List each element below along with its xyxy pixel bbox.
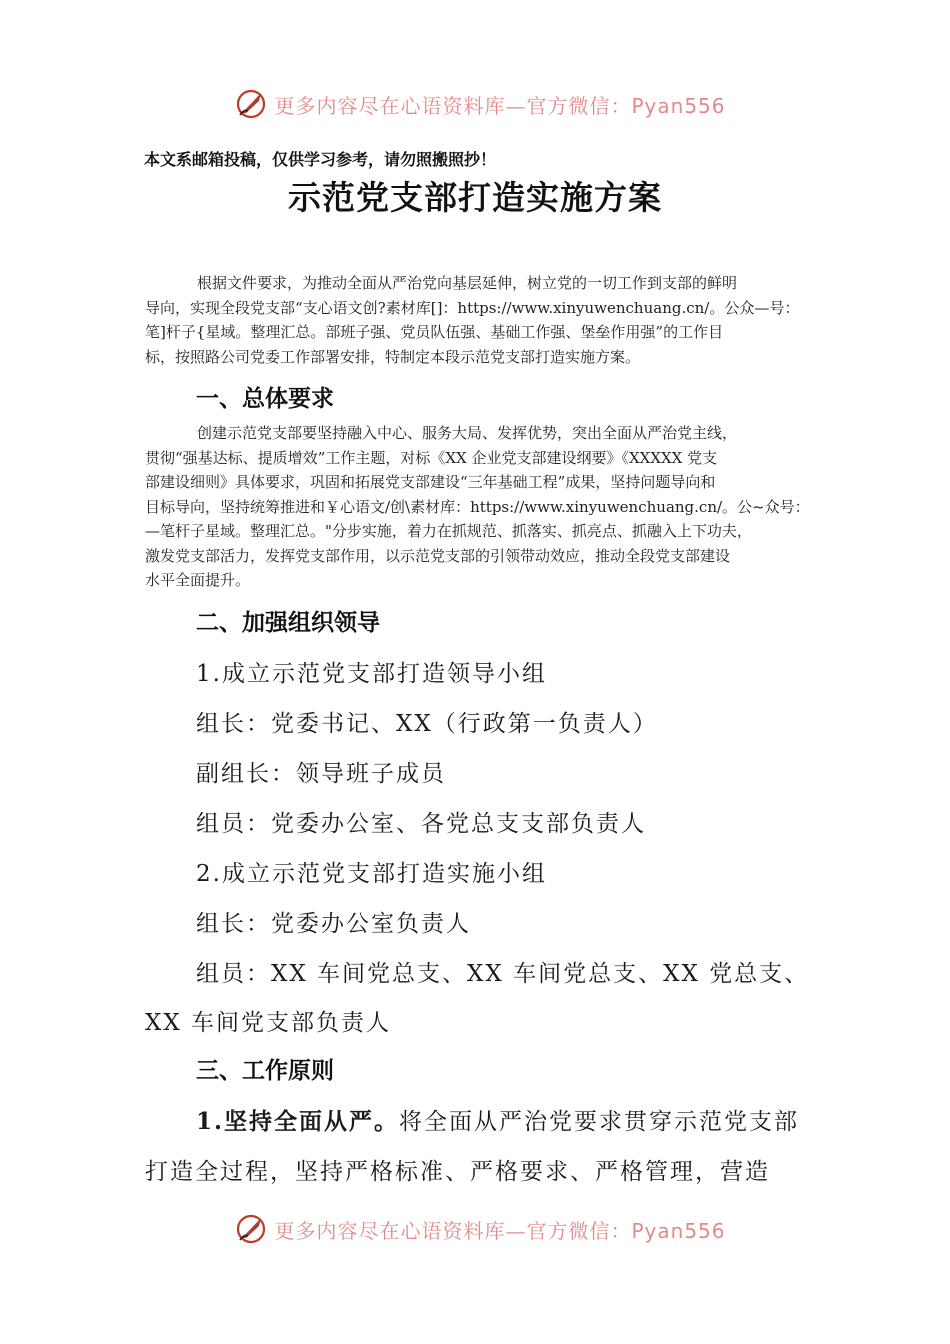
intro-line: 根据文件要求，为推动全面从严治党向基层延伸，树立党的一切工作到支部的鲜明 bbox=[197, 274, 738, 292]
paragraph-line: 水平全面提升。 bbox=[145, 571, 251, 589]
section-heading-general-requirements: 一、总体要求 bbox=[196, 386, 334, 412]
top-banner bbox=[0, 84, 950, 124]
paragraph-line: 部建设细则》具体要求，巩固和拓展党支部建设“三年基础工程”成果，坚持问题导向和 bbox=[145, 473, 716, 491]
wechat-id: Pyan556 bbox=[631, 93, 726, 118]
notice-line: 本文系邮箱投稿，仅供学习参考，请勿照搬照抄！ bbox=[144, 150, 497, 169]
section-heading-principles: 三、工作原则 bbox=[196, 1058, 334, 1084]
implementation-group-title: 2.成立示范党支部打造实施小组 bbox=[196, 861, 547, 887]
paragraph-line: —笔杆子星域。整理汇总。"分步实施，着力在抓规范、抓落实、抓亮点、抓融入上下功夫， bbox=[145, 522, 752, 540]
paragraph-line: 目标导向，坚持统筹推进和￥心语文/创\素材库：https://www.xinyuwenchuang.cn/。公~众号： bbox=[145, 497, 810, 516]
paragraph-line: 创建示范党支部要坚持融入中心、服务大局、发挥优势，突出全面从严治党主线， bbox=[197, 424, 738, 442]
principle-text: 将全面从严治党要求贯穿示范党支部 bbox=[399, 1109, 800, 1135]
implementation-group-leader: 组长：党委办公室负责人 bbox=[196, 911, 471, 937]
leadership-group-title: 1.成立示范党支部打造领导小组 bbox=[196, 661, 547, 687]
principle-line-cont: 打造全过程，坚持严格标准、严格要求、严格管理，营造 bbox=[145, 1159, 770, 1185]
intro-line: 标，按照路公司党委工作部署安排，特制定本段示范党支部打造实施方案。 bbox=[145, 347, 641, 366]
implementation-group-members-cont: XX 车间党支部负责人 bbox=[145, 1010, 392, 1036]
banner-content bbox=[234, 87, 725, 121]
quill-logo-icon bbox=[234, 87, 268, 121]
leadership-group-deputy: 副组长：领导班子成员 bbox=[196, 761, 446, 787]
implementation-group-members: 组员：XX 车间党总支、XX 车间党总支、XX 党总支、 bbox=[196, 961, 810, 987]
leadership-group-members: 组员：党委办公室、各党总支支部负责人 bbox=[196, 811, 646, 837]
banner-text: 更多内容尽在心语资料库—官方微信：Pyan556 bbox=[274, 1218, 726, 1243]
quill-logo-icon bbox=[234, 1212, 268, 1246]
wechat-id: Pyan556 bbox=[631, 1218, 726, 1243]
bottom-banner bbox=[0, 1209, 950, 1249]
document-title: 示范党支部打造实施方案 bbox=[288, 178, 662, 217]
paragraph-line: 激发党支部活力，发挥党支部作用，以示范党支部的引领带动效应，推动全段党支部建设 bbox=[145, 546, 731, 565]
leadership-group-leader: 组长：党委书记、XX（行政第一负责人） bbox=[196, 711, 658, 737]
intro-line: 笔]杆子{星域。整理汇总。部班子强、党员队伍强、基础工作强、堡垒作用强”的工作目 bbox=[145, 323, 724, 341]
paragraph-line: 贯彻“强基达标、提质增效”工作主题，对标《XX 企业党支部建设纲要》《XXXXX 党支 bbox=[145, 448, 718, 467]
intro-paragraph bbox=[145, 271, 817, 369]
principle-line bbox=[196, 1103, 799, 1136]
section-heading-organization: 二、加强组织领导 bbox=[196, 610, 380, 636]
intro-line: 导向，实现全段党支部“支心语文创?素材库[]：https://www.xinyuwenchuang.cn/。公众—号： bbox=[145, 298, 800, 317]
principle-lead: 1.坚持全面从严。 bbox=[196, 1108, 400, 1135]
banner-content bbox=[234, 1212, 725, 1246]
general-requirements-paragraph bbox=[145, 421, 817, 593]
banner-text: 更多内容尽在心语资料库—官方微信：Pyan556 bbox=[274, 93, 726, 118]
